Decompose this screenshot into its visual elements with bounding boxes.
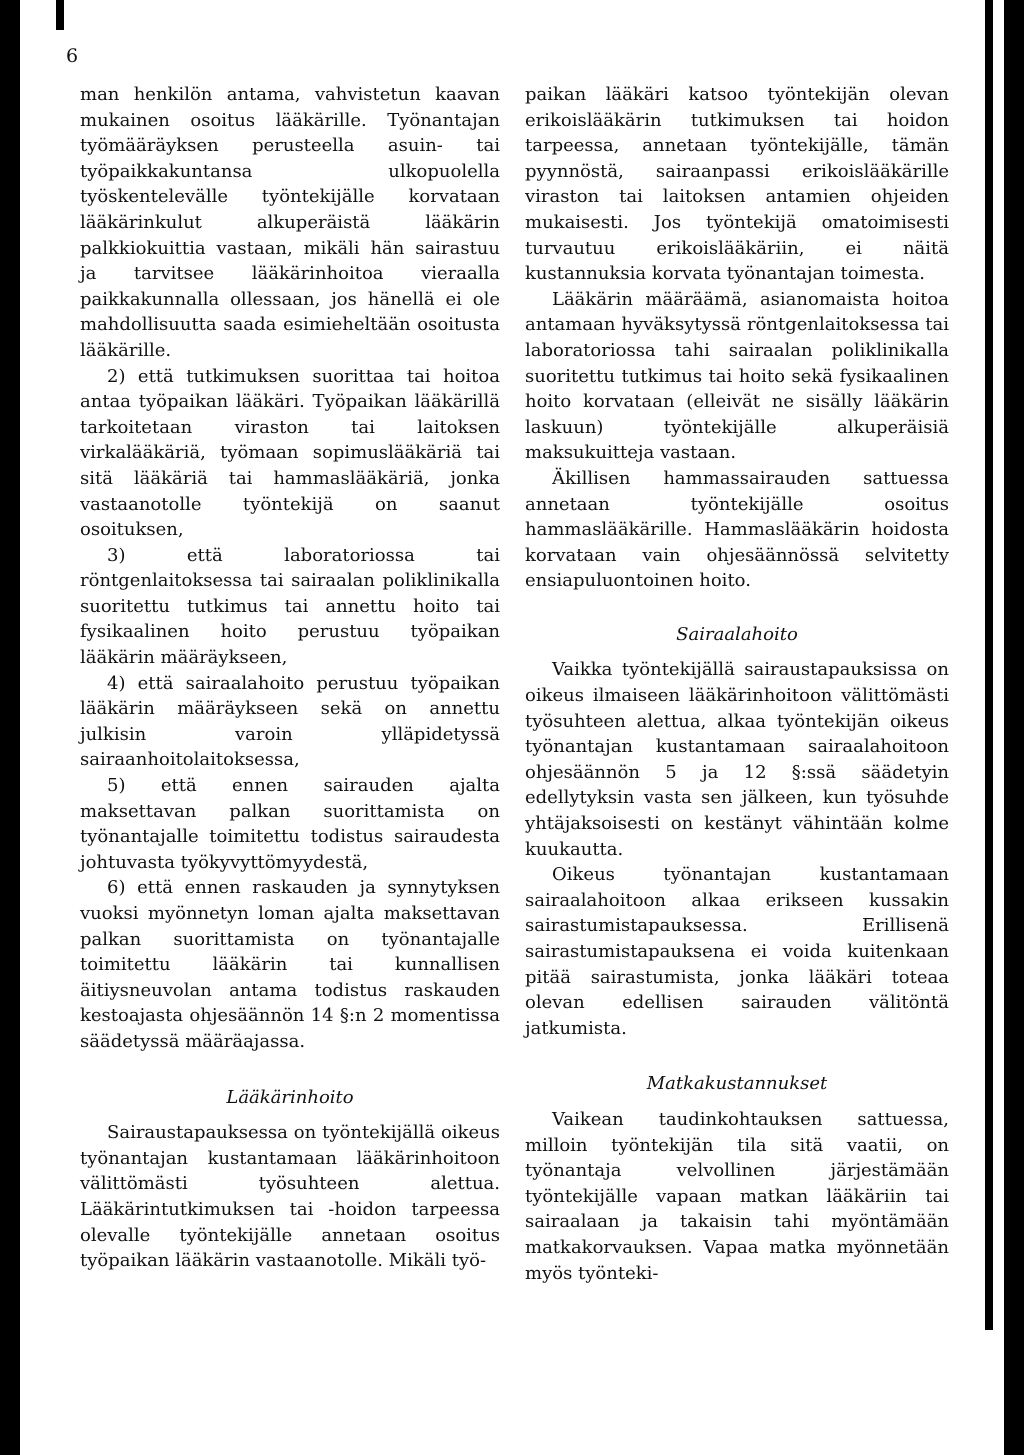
left-paragraph-1: man henkilön antama, vahvistetun kaavan mukainen osoitus lääkärille. Työnantajan työmääräyksen perusteella asuin- tai työpaikkakuntansa ulkopuolella työskentelevälle työntekijälle korvataan lääkärinkulut alkuperäistä lääkärin palkkiokuittia vastaan, mikäli hän sairastuu ja tarvitsee lääkärinhoitoa vieraalla paikkakunnalla ollessaan, jos hänellä ei ole mahdollisuutta saada esimieheltään osoitusta lääkärille. [80,84,500,361]
left-column [80,82,500,1274]
page-number: 6 [66,45,79,67]
top-scan-mark [56,0,64,30]
right-paragraph-6: Vaikean taudinkohtauksen sattuessa, milloin työntekijän tila sitä vaatii, on työnantaja velvollinen järjestämään työntekijälle vapaan matkan lääkäriin tai sairaalaan ja takaisin tahi myöntämään matkakorvauksen. Vapaa matka myönnetään myös työnteki- [525,1108,949,1284]
right-paragraph-3: Äkillisen hammassairauden sattuessa annetaan työntekijälle osoitus hammaslääkärille. Hammaslääkärin hoidosta korvataan vain ohjesäännössä selvitetty ensiapuluontoinen hoito. [525,467,949,592]
section-heading-laakarinhoito: Lääkärinhoito [226,1086,354,1108]
left-paragraph-5: 5) että ennen sairauden ajalta maksettavan palkan suorittamista on työnantajalle toimitettu todistus sairaudesta johtuvasta työkyvyttömyydestä, [80,775,500,873]
right-paragraph-4: Vaikka työntekijällä sairaustapauksissa on oikeus ilmaiseen lääkärinhoitoon välittömästi työsuhteen alettua, alkaa työntekijän oikeus työnantajan kustantamaan sairaalahoitoon ohjesäännön 5 ja 12 §:ssä säädetyin edellytyksin vasta sen jälkeen, kun työsuhde yhtäjaksoisesti on kestänyt vähintään kolme kuukautta. [525,659,949,860]
left-paragraph-7: Sairaustapauksessa on työntekijällä oikeus työnantajan kustantamaan lääkärinhoitoon välittömästi työsuhteen alettua. Lääkärintutkimuksen tai -hoidon tarpeessa olevalle työntekijälle annetaan osoitus työpaikan lääkärin vastaanotolle. Mikäli työ- [80,1122,500,1272]
left-paragraph-3: 3) että laboratoriossa tai röntgenlaitoksessa tai sairaalan poliklinikalla suoritettu tutkimus tai annettu hoito tai fysikaalinen hoito perustuu työpaikan lääkärin määräykseen, [80,544,500,669]
left-paragraph-4: 4) että sairaalahoito perustuu työpaikan lääkärin määräykseen sekä on annettu julkisin varoin ylläpidetyssä sairaanhoitolaitoksessa, [80,672,500,771]
right-scan-border [1004,0,1024,1455]
right-scan-mark [985,0,993,1330]
right-paragraph-5: Oikeus työnantajan kustantamaan sairaalahoitoon alkaa erikseen kussakin sairastumistapauksessa. Erillisenä sairastumistapauksena ei voida kuitenkaan pitää sairastumista, jonka lääkäri toteaa olevan edellisen sairauden välitöntä jatkumista. [525,864,949,1039]
right-paragraph-2: Lääkärin määräämä, asianomaista hoitoa antamaan hyväksytyssä röntgenlaitoksessa tai laboratoriossa tahi sairaalan poliklinikalla suoritettu tutkimus tai hoito sekä fysikaalinen hoito korvataan (elleivät ne sisälly lääkärin laskuun) työntekijälle alkuperäisiä maksukuitteja vastaan. [525,288,949,464]
left-paragraph-6: 6) että ennen raskauden ja synnytyksen vuoksi myönnetyn loman ajalta maksettavan palkan suorittamista on työnantajalle toimitettu lääkärin tai kunnallisen äitiysneuvolan antama todistus raskauden kestoajasta ohjesäännön 14 §:n 2 momentissa säädetyssä määräajassa. [80,877,500,1052]
left-paragraph-2: 2) että tutkimuksen suorittaa tai hoitoa antaa työpaikan lääkäri. Työpaikan lääkärillä tarkoitetaan viraston tai laitoksen virkalääkäriä, työmaan sopimuslääkäriä tai sitä lääkäriä tai hammaslääkäriä, jonka vastaanotolle työntekijä on saanut osoituksen, [80,365,500,541]
section-heading-sairaalahoito: Sairaalahoito [676,623,798,645]
section-heading-matkakustannukset: Matkakustannukset [646,1073,828,1095]
right-column [525,82,949,1286]
left-scan-border [0,0,20,1455]
right-paragraph-1: paikan lääkäri katsoo työntekijän olevan erikoislääkärin tutkimuksen tai hoidon tarpeessa, annetaan työntekijälle, tämän pyynnöstä, sairaanpassi erikoislääkärille viraston tai laitoksen antamien ohjeiden mukaisesti. Jos työntekijä omatoimisesti turvautuu erikoislääkäriin, ei näitä kustannuksia korvata työnantajan toimesta. [525,84,949,285]
